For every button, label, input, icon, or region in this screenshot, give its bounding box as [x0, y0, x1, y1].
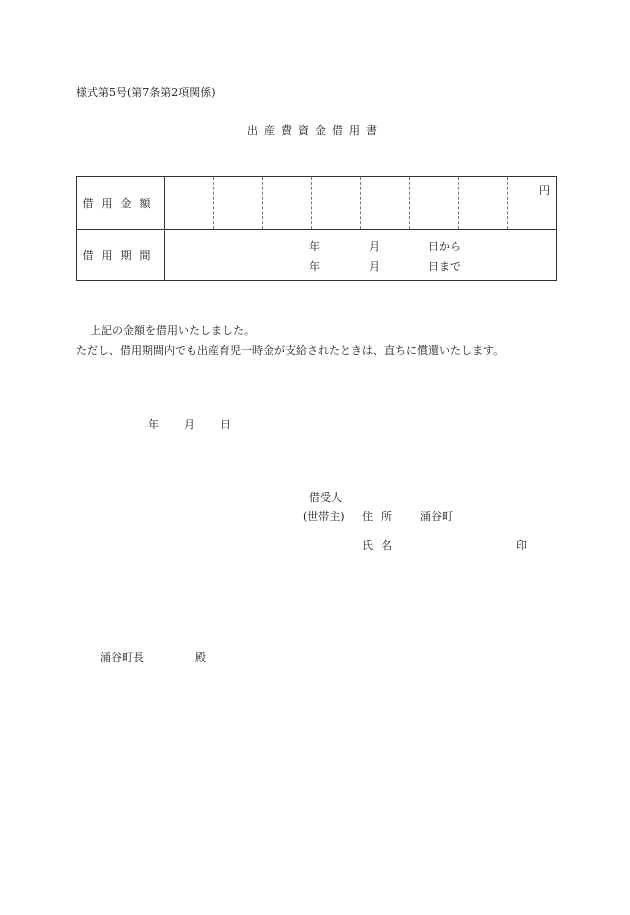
amount-digit-box	[214, 177, 263, 229]
period-start-day: 日から	[428, 240, 461, 253]
period-end-day: 日まで	[428, 260, 461, 273]
amount-digit-box	[165, 177, 214, 229]
period-end-year: 年	[309, 260, 320, 273]
address-label: 住所	[362, 510, 400, 523]
amount-label: 借用金額	[77, 177, 165, 230]
yen-unit: 円	[539, 184, 550, 197]
date-day: 日	[220, 418, 231, 431]
seal-mark: 印	[516, 539, 527, 552]
form-number: 様式第5号(第7条第2項関係)	[76, 86, 216, 99]
date-year: 年	[148, 418, 159, 431]
address-value: 涌谷町	[420, 510, 453, 523]
name-label: 氏名	[362, 539, 400, 552]
addressee-honorific: 殿	[195, 651, 206, 664]
amount-digit-box	[459, 177, 508, 229]
period-label: 借用期間	[77, 230, 165, 281]
date-month: 月	[184, 418, 195, 431]
amount-digit-box	[312, 177, 361, 229]
borrower-label: 借受人	[309, 491, 342, 504]
addressee-name: 涌谷町長	[100, 651, 144, 664]
loan-table	[76, 176, 557, 281]
amount-row	[77, 177, 557, 230]
period-row	[77, 230, 557, 281]
period-end-month: 月	[369, 260, 380, 273]
period-start-year: 年	[309, 240, 320, 253]
amount-digit-box-yen	[508, 177, 556, 229]
document-title: 出産費資金借用書	[247, 124, 383, 137]
amount-digit-box	[410, 177, 459, 229]
period-cell	[165, 230, 557, 281]
period-start-month: 月	[369, 240, 380, 253]
statement-line-1: 上記の金額を借用いたしました。	[90, 324, 255, 337]
household-head-label: (世帯主)	[303, 510, 345, 523]
amount-cell	[165, 177, 557, 230]
statement-line-2: ただし、借用期間内でも出産育児一時金が支給されたときは、直ちに償還いたします。	[76, 344, 505, 357]
amount-digit-box	[263, 177, 312, 229]
amount-digit-boxes	[165, 177, 556, 229]
amount-digit-box	[361, 177, 410, 229]
